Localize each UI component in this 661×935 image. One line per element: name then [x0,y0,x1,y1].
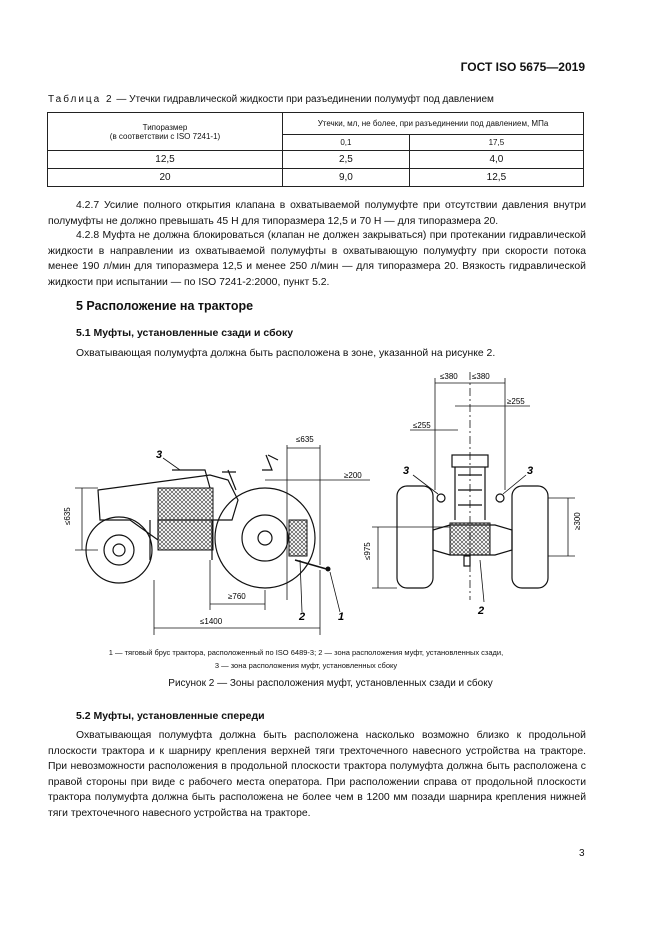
dim-380b: ≤380 [472,372,490,381]
section-5-1-title: 5.1 Муфты, установленные сзади и сбоку [76,327,294,339]
leader-2-rear [480,560,484,602]
dim-300: ≥300 [573,512,582,530]
side-zone-3 [158,488,213,550]
table-caption-label: Таблица 2 [48,94,114,105]
leader-3 [163,458,180,470]
dim-380a: ≤380 [440,372,458,381]
table-caption-text: — Утечки гидравлической жидкости при разъединении полумуфт под давлением [116,94,494,105]
dim-760: ≥760 [228,592,246,601]
left-rear-wheel [397,486,433,588]
document-header: ГОСТ ISO 5675—2019 [460,60,585,74]
page-number: 3 [579,848,585,859]
callout-3: 3 [156,449,163,461]
callout-3-left: 3 [403,465,410,477]
right-rear-wheel [512,486,548,588]
leakage-table [47,112,584,187]
section-5-1-text: Охватывающая полумуфта должна быть расположена в зоне, указанной на рисунке 2. [76,348,496,359]
table-caption [48,94,494,105]
dim-635-side: ≤635 [63,507,72,525]
dim-1400: ≤1400 [200,617,223,626]
paragraph-4-2-7: 4.2.7 Усилие полного открытия клапана в охватываемой полумуфте при отсутствии давления внутри полумуфты не должно превышать 45 Н для типоразмера 12,5 и 70 Н — для типоразмера 20. [48,200,586,227]
dim-975: ≤975 [363,542,372,560]
dim-635-top: ≤635 [296,435,314,444]
paragraph-4-2-8: 4.2.8 Муфта не должна блокироваться (клапан не должен закрываться) при протекании гидравлической жидкости в направлении из охватываемой полумуфты в охватывающую полумуфту при скорости потока менее 190 л/мин для типоразмера 12,5 и менее 250 л/мин — для типоразмера 20. Вязкость гидравлической жидкости при испытании — по ISO 7241-2:2000, пункт 5.2. [48,230,586,288]
figure-caption: Рисунок 2 — Зоны расположения муфт, установленных сзади и сбоку [168,678,493,689]
table-row: 20 9,0 12,5 [48,169,584,187]
callout-2: 2 [299,611,306,623]
callout-1: 1 [338,611,345,623]
col2-header: Утечки, мл, не более, при разъединении под давлением, МПа [283,113,584,135]
pressure-header: 0,1 [283,135,410,151]
col1-header: Типоразмер (в соответствии с ISO 7241-1) [48,113,283,151]
section-5-2-title: 5.2 Муфты, установленные спереди [76,710,265,722]
tractor-rear-view [397,455,548,588]
section-5-2-text: Охватывающая полумуфта должна быть расположена насколько возможно близко к продольной плоскости трактора и к шарниру крепления верхней тяги трехточечного навесного устройства на тракторе. При невозможности расположения в продольной плоскости трактора полумуфта должна быть расположена с правой стороны при виде с рабочего места оператора. При расположении справа от продольной плоскости трактора полумуфта должна быть расположена не более чем в 1200 мм позади шарнира крепления нижней тяги трехточечного навесного устройства на тракторе. [48,730,586,819]
callout-3-right: 3 [527,465,534,477]
rear-zone-2 [289,520,307,556]
table-row: 12,5 2,5 4,0 [48,151,584,169]
callout-2-rear: 2 [478,605,485,617]
leader-1 [330,572,340,612]
leader-2 [300,560,302,612]
dim-200: ≥200 [344,471,362,480]
dim-255b: ≤255 [413,421,431,430]
figure-note: 1 — тяговый брус трактора, расположенный по ISO 6489-3; 2 — зона расположения муфт, установленных сзади, 3 — зона расположения муфт, установленных сбоку [108,648,504,670]
left-dimensions [75,445,370,635]
pressure-header: 17,5 [409,135,583,151]
dim-255a: ≥255 [507,397,525,406]
figure-2-drawing [0,360,661,640]
section-5-title: 5 Расположение на тракторе [76,299,254,313]
